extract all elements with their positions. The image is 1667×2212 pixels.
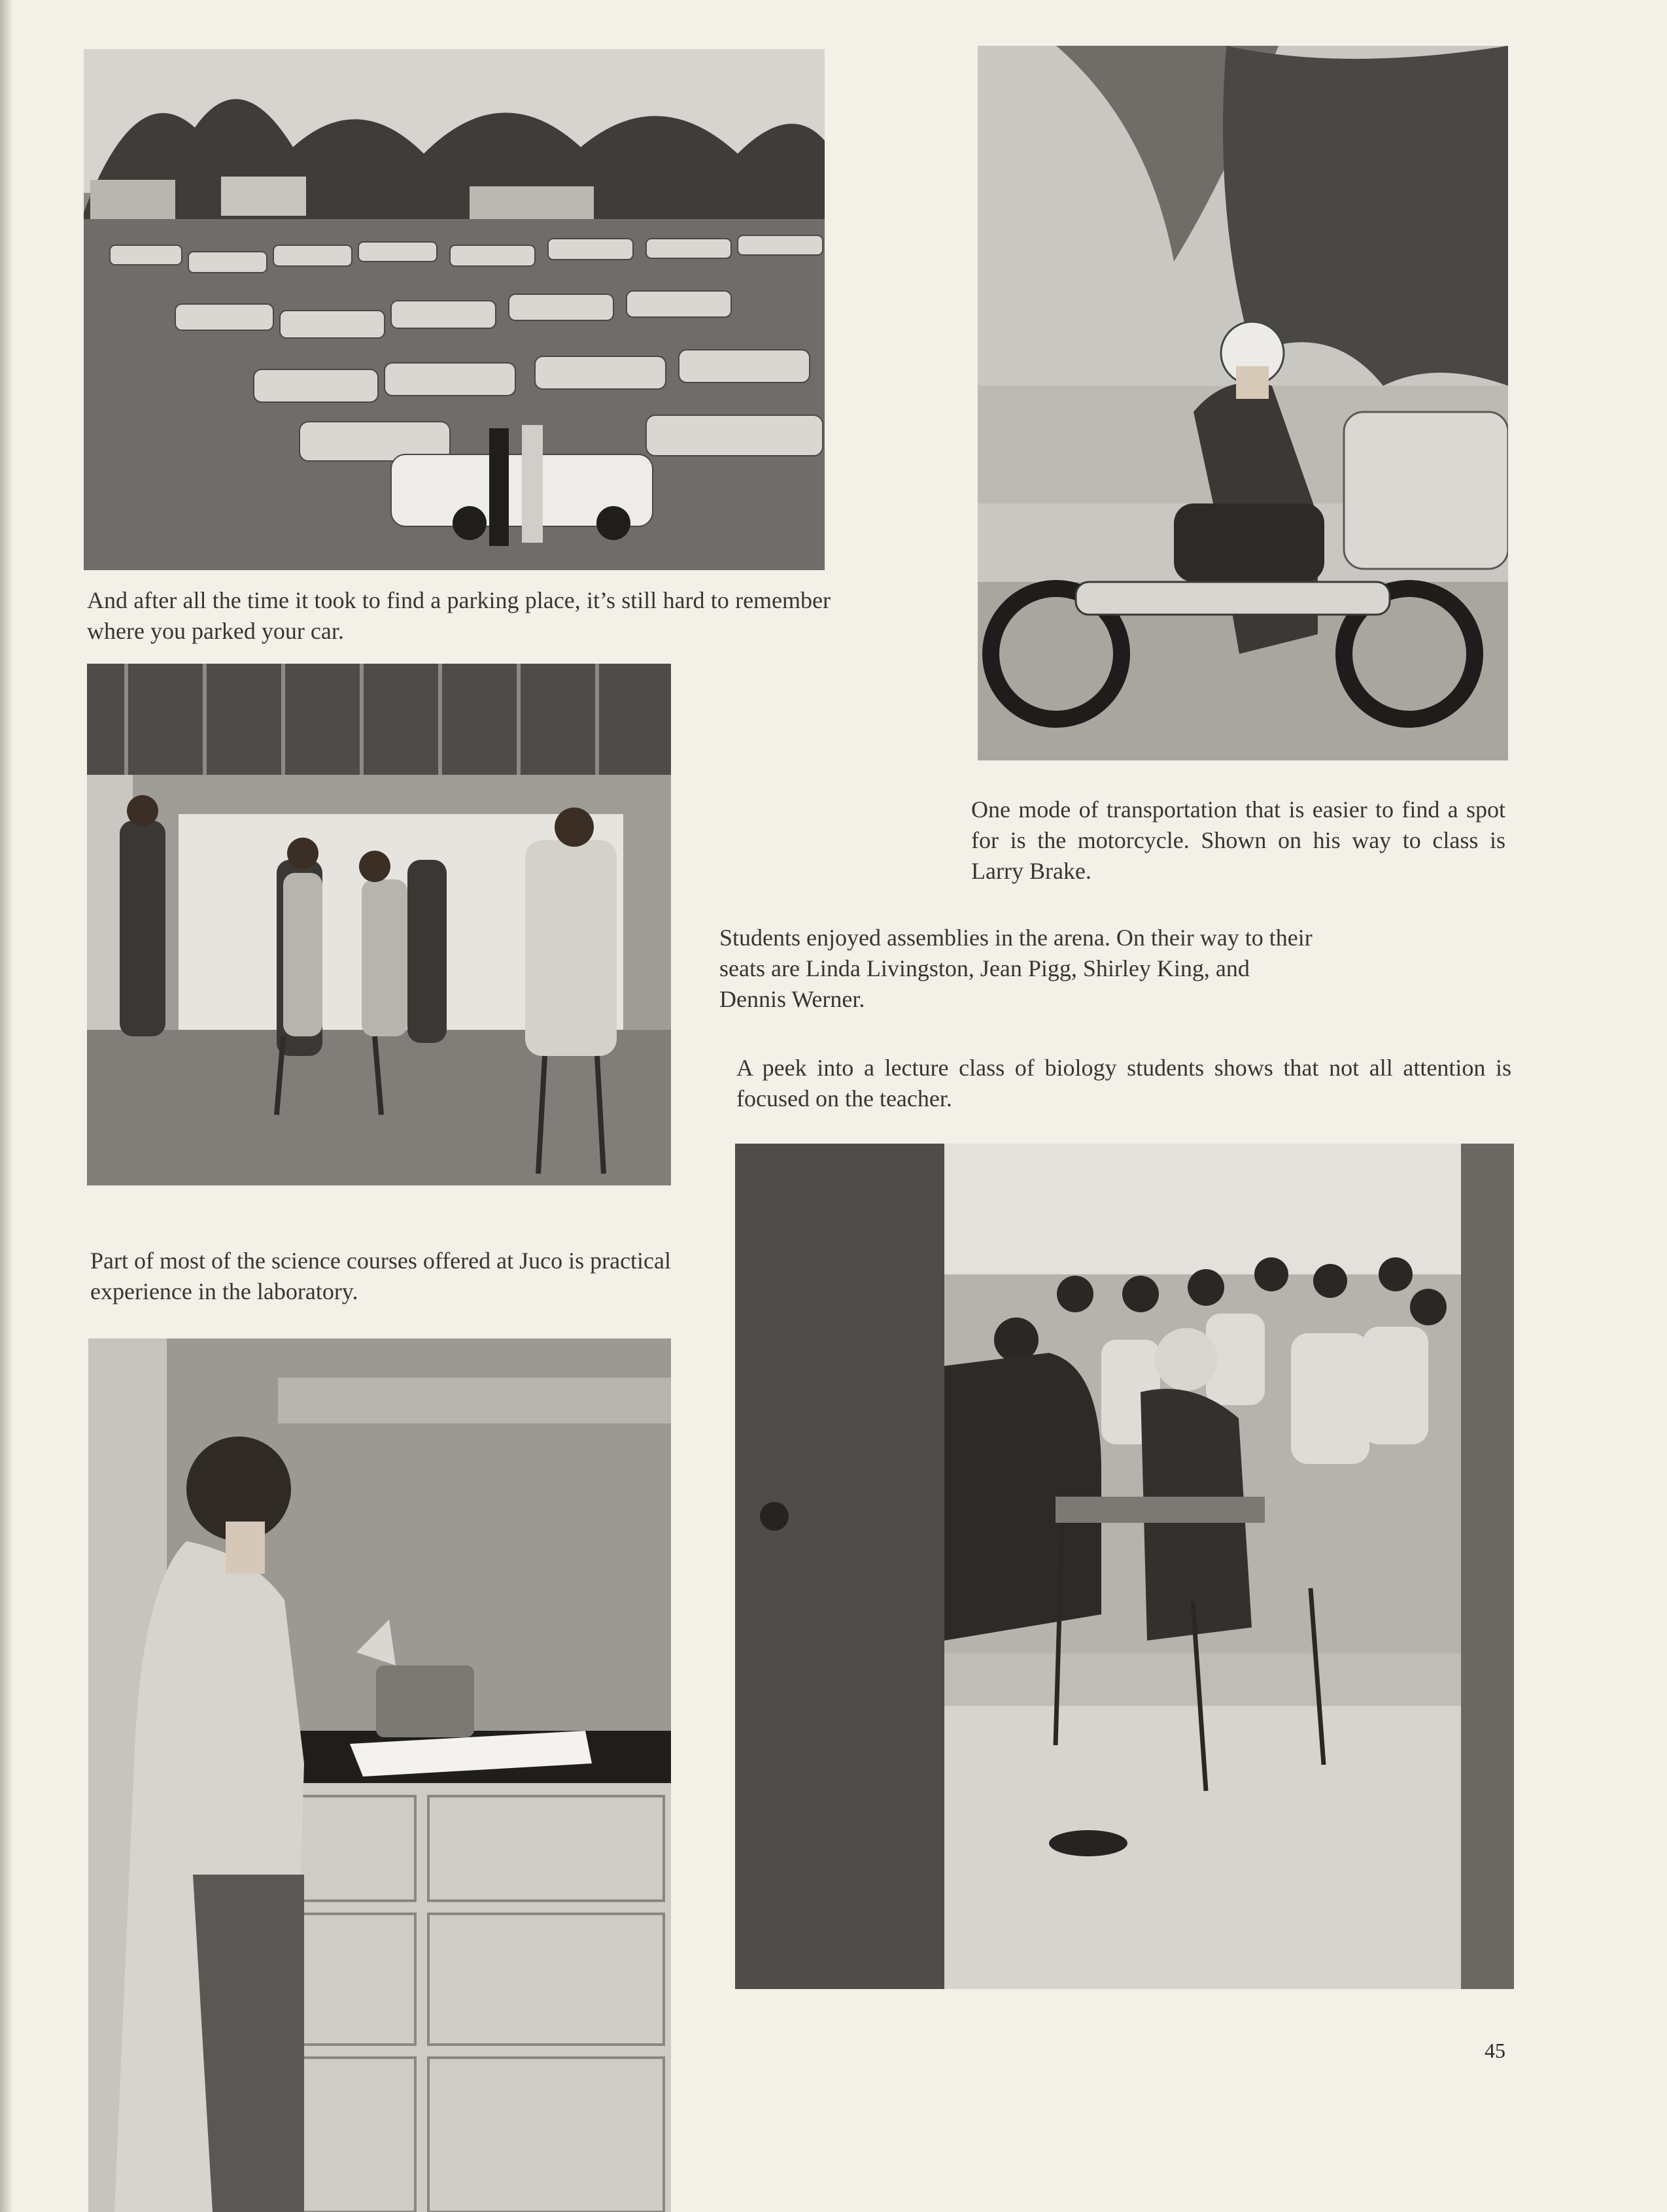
motorcycle-caption: One mode of transportation that is easier to find a spot for is the motorcycle. Shown on his way to class is Larry Brake. xyxy=(971,796,1505,884)
lecture-class-photo xyxy=(735,1144,1514,1989)
laboratory-photo xyxy=(88,1338,671,2212)
assemblies-caption: Students enjoyed assemblies in the arena. On their way to their seats are Linda Livingston, Jean Pigg, Shirley King, and Dennis Werner. xyxy=(719,925,1313,1012)
arena-hallway-photo xyxy=(87,664,671,1185)
motorcycle-photo xyxy=(978,46,1508,760)
lecture-caption: A peek into a lecture class of biology students shows that not all attention is focused on the teacher. xyxy=(736,1055,1511,1112)
page-number: 45 xyxy=(1485,2039,1505,2062)
page-binding-edge xyxy=(0,0,13,2212)
parking-lot-photo xyxy=(84,49,825,570)
parking-caption: And after all the time it took to find a parking place, it’s still hard to remember where you parked your car. xyxy=(87,587,831,644)
laboratory-caption: Part of most of the science courses offered at Juco is practical experience in the laboratory. xyxy=(90,1248,672,1304)
